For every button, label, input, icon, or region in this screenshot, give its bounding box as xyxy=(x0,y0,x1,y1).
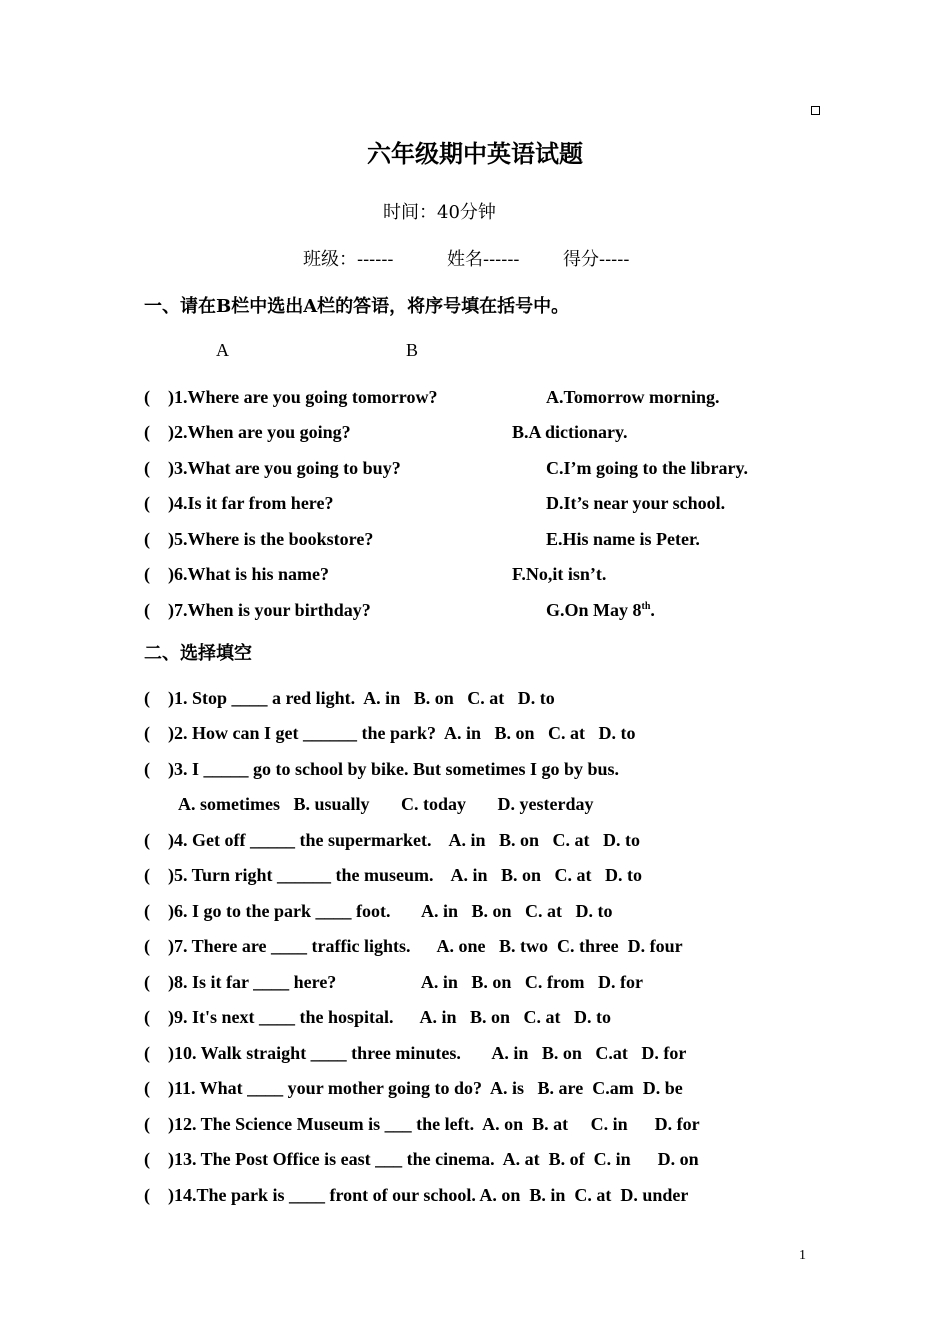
answer-paren: ( xyxy=(144,493,150,513)
choice-question: )14.The park is ____ front of our school. A. on B. in C. at D. under xyxy=(168,1185,689,1205)
answer-paren: ( xyxy=(144,830,150,850)
answer-option xyxy=(546,600,655,621)
answer-paren: ( xyxy=(144,1149,150,1169)
score-field: 得分----- xyxy=(563,249,630,270)
answer-paren: ( xyxy=(144,936,150,956)
question-text: )2.When are you going? xyxy=(168,422,351,442)
time-line: 时间：40分钟 xyxy=(383,202,496,223)
answer-paren: ( xyxy=(144,865,150,885)
column-a-label: A xyxy=(216,340,229,360)
choice-question: )10. Walk straight ____ three minutes. A. in B. on C.at D. for xyxy=(168,1043,687,1063)
answer-paren: ( xyxy=(144,1007,150,1027)
answer-paren: ( xyxy=(144,901,150,921)
section1-heading: 一、请在B栏中选出A栏的答语，将序号填在括号中。 xyxy=(144,296,570,317)
answer-option: D.It’s near your school. xyxy=(546,493,726,513)
choice-question: )6. I go to the park ____ foot. A. in B. on C. at D. to xyxy=(168,901,613,921)
answer-option: F.No,it isn’t. xyxy=(512,564,607,584)
answer-main: G.On May 8 xyxy=(546,600,642,620)
answer-option: E.His name is Peter. xyxy=(546,529,700,549)
choice-question: )8. Is it far ____ here? A. in B. on C. from D. for xyxy=(168,972,643,992)
answer-end: . xyxy=(650,600,655,620)
question-text: )1.Where are you going tomorrow? xyxy=(168,387,438,407)
ordinal-suffix: th xyxy=(641,601,651,612)
answer-paren: ( xyxy=(144,723,150,743)
answer-paren: ( xyxy=(144,1078,150,1098)
choice-question: )1. Stop ____ a red light. A. in B. on C. at D. to xyxy=(168,688,555,708)
answer-option: B.A dictionary. xyxy=(512,422,628,442)
name-field: 姓名------ xyxy=(447,249,520,270)
answer-paren: ( xyxy=(144,387,150,407)
section2-heading: 二、选择填空 xyxy=(144,643,252,664)
choice-question: )4. Get off _____ the supermarket. A. in B. on C. at D. to xyxy=(168,830,640,850)
question-text: )6.What is his name? xyxy=(168,564,330,584)
choice-question: )3. I _____ go to school by bike. But sometimes I go by bus. xyxy=(168,759,620,779)
answer-paren: ( xyxy=(144,759,150,779)
answer-paren: ( xyxy=(144,422,150,442)
question-text: )7.When is your birthday? xyxy=(168,600,371,620)
answer-option: A.Tomorrow morning. xyxy=(546,387,720,407)
choice-question: )12. The Science Museum is ___ the left. A. on B. at C. in D. for xyxy=(168,1114,700,1134)
answer-paren: ( xyxy=(144,688,150,708)
choice-question: )7. There are ____ traffic lights. A. one B. two C. three D. four xyxy=(168,936,683,956)
page-number: 1 xyxy=(799,1248,806,1263)
answer-paren: ( xyxy=(144,1114,150,1134)
question-text: )5.Where is the bookstore? xyxy=(168,529,374,549)
page-title: 六年级期中英语试题 xyxy=(367,139,583,168)
answer-paren: ( xyxy=(144,600,150,620)
corner-mark-box xyxy=(811,106,820,115)
choice-question: )9. It's next ____ the hospital. A. in B. on C. at D. to xyxy=(168,1007,612,1027)
answer-paren: ( xyxy=(144,972,150,992)
answer-paren: ( xyxy=(144,458,150,478)
choice-question: )11. What ____ your mother going to do? A. is B. are C.am D. be xyxy=(168,1078,683,1098)
class-field: 班级：------ xyxy=(303,249,394,270)
answer-paren: ( xyxy=(144,1185,150,1205)
answer-option: C.I’m going to the library. xyxy=(546,458,748,478)
choice-options: A. sometimes B. usually C. today D. yesterday xyxy=(178,794,594,814)
question-text: )3.What are you going to buy? xyxy=(168,458,401,478)
column-b-label: B xyxy=(406,340,419,360)
answer-paren: ( xyxy=(144,529,150,549)
answer-paren: ( xyxy=(144,1043,150,1063)
question-text: )4.Is it far from here? xyxy=(168,493,334,513)
choice-question: )13. The Post Office is east ___ the cinema. A. at B. of C. in D. on xyxy=(168,1149,699,1169)
answer-paren: ( xyxy=(144,564,150,584)
choice-question: )2. How can I get ______ the park? A. in B. on C. at D. to xyxy=(168,723,636,743)
choice-question: )5. Turn right ______ the museum. A. in B. on C. at D. to xyxy=(168,865,643,885)
